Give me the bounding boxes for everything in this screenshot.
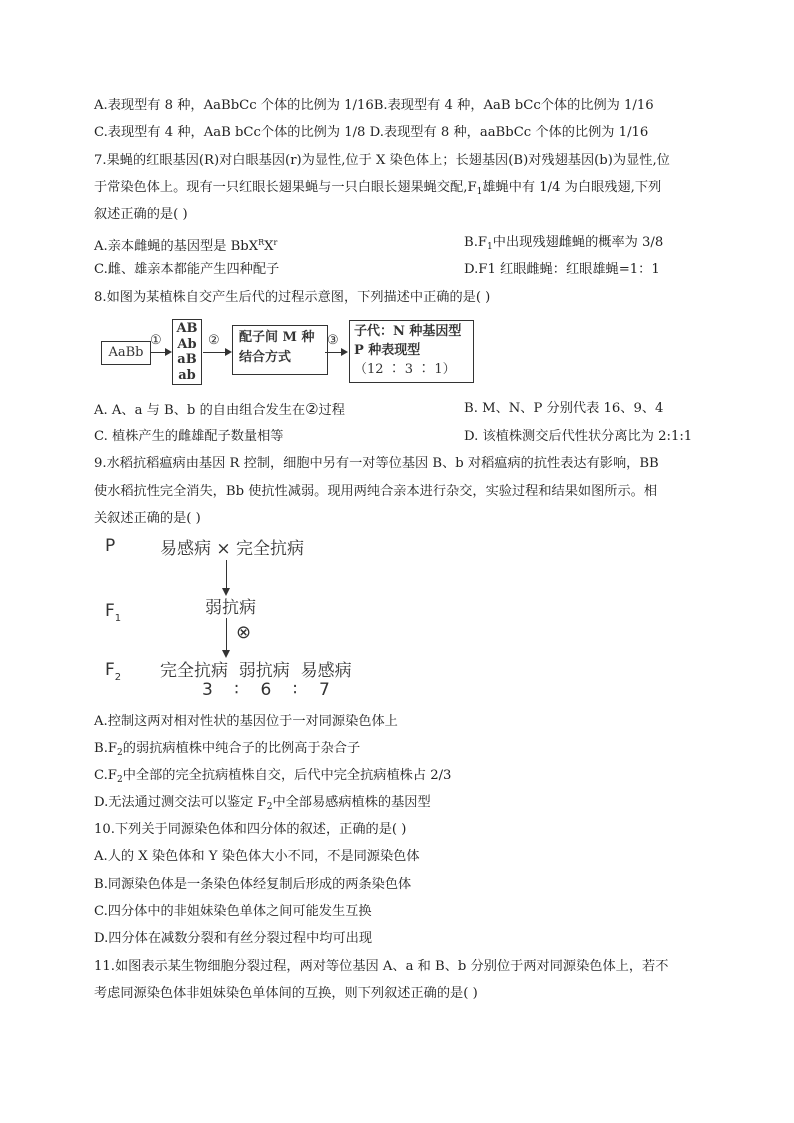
q8-options-row2 (94, 428, 693, 446)
q8-option-c: C. 植株产生的雌雄配子数量相等 (94, 429, 284, 444)
q8-option-d: D. 该植株测交后代性状分离比为 2:1:1 (464, 429, 693, 444)
q8-gamete: aB (177, 352, 197, 367)
q9-arrow-p-f1 (226, 560, 227, 594)
q9-stem-line2: 使水稻抗性完全消失，Bb 使抗性减弱。现用两纯合亲本进行杂交，实验过程和结果如图所示。相 (94, 484, 658, 499)
q7-options-row2 (94, 261, 660, 279)
q8-combination-box: 配子间 M 种 结合方式 (232, 325, 328, 375)
q6-options-row2 (94, 124, 648, 142)
q8-step1-label: ① (150, 333, 162, 348)
q9-f1-label: $F_1$ (105, 601, 122, 624)
q10-stem: 10.下列关于同源染色体和四分体的叙述，正确的是( ) (94, 822, 407, 837)
q8-start-genotype: AaBb (101, 341, 151, 365)
q11-stem-line1: 11.如图表示某生物细胞分裂过程，两对等位基因 A、a 和 B、b 分别位于两对同源染色体上，若不 (94, 959, 669, 974)
q7-stem-line2: 于常染色体上。现有一只红眼长翅果蝇与一只白眼长翅果蝇交配$,F_1$雄蝇中有 1/4 为白眼残翅,下列 (94, 180, 662, 197)
q9-f2-phenotypes: 完全抗病 弱抗病 易感病 (160, 661, 352, 681)
q7-option-d: D.F1 红眼雌蝇：红眼雄蝇=1：1 (464, 262, 660, 277)
q6-options-row1 (94, 97, 654, 115)
q8-gamete: ab (178, 367, 196, 383)
q8-options-row1 (94, 400, 664, 420)
q8-offspring-box: 子代：N 种基因型 P 种表现型 （12 ∶ 3 ∶ 1） (349, 320, 474, 383)
q9-f2-label: $F_2$ (105, 660, 122, 683)
q8-step2-label: ② (208, 333, 220, 348)
q9-parent-cross: 易感病 × 完全抗病 (160, 539, 305, 559)
selfing-symbol-icon: ⊗ (236, 622, 252, 643)
q8-arrow-1 (150, 352, 170, 353)
q6-option-a: A.表现型有 8 种，AaBbCc 个体的比例为 1/16 (94, 98, 374, 113)
q8-gamete: Ab (177, 336, 197, 352)
q7-stem-line3: 叙述正确的是( ) (94, 207, 188, 222)
q10-option-c: C.四分体中的非姐妹染色单体之间可能发生互换 (94, 904, 372, 919)
q7-stem-line1: 7.果蝇的红眼基因(R)对白眼基因(r)为显性,位于 X 染色体上；长翅基因(B)对残翅基因(b)为显性,位 (94, 153, 670, 168)
q9-option-d: D.无法通过测交法可以鉴定 $F_2$中全部易感病植株的基因型 (94, 795, 431, 812)
q11-stem-line2: 考虑同源染色体非姐妹染色单体间的互换，则下列叙述正确的是( ) (94, 986, 478, 1001)
q8-option-a: A. A、a 与 B、b 的自由组合发生在②过程 (94, 400, 345, 418)
q9-arrow-f1-f2 (226, 618, 227, 656)
q9-p-label: P (105, 536, 116, 556)
q6-option-c: C.表现型有 4 种，AaB bCc个体的比例为 1/8 (94, 125, 366, 140)
q7-option-a: A.亲本雌蝇的基因型是 $BbX^RX^r$ (94, 238, 278, 254)
q9-stem-line1: 9.水稻抗稻瘟病由基因 R 控制，细胞中另有一对等位基因 B、b 对稻瘟病的抗性表达有影响，BB (94, 456, 659, 471)
q9-f1-phenotype: 弱抗病 (205, 598, 256, 618)
q9-option-a: A.控制这两对相对性状的基因位于一对同源染色体上 (94, 714, 398, 729)
q10-option-d: D.四分体在减数分裂和有丝分裂过程中均可出现 (94, 931, 373, 946)
q9-option-c: $C.F_2$中全部的完全抗病植株自交，后代中完全抗病植株占 2/3 (94, 768, 452, 785)
q9-stem-line3: 关叙述正确的是( ) (94, 511, 201, 526)
q7-options-row1 (94, 234, 664, 256)
q7-option-c: C.雌、雄亲本都能产生四种配子 (94, 262, 280, 277)
q8-step3-label: ③ (327, 333, 339, 348)
q10-option-a: A.人的 X 染色体和 Y 染色体大小不同，不是同源染色体 (94, 849, 420, 864)
q6-option-b: B.表现型有 4 种，AaB bCc个体的比例为 1/16 (373, 98, 654, 113)
q8-gametes-box (172, 319, 202, 385)
q8-stem: 8.如图为某植株自交产生后代的过程示意图，下列描述中正确的是( ) (94, 290, 491, 305)
q9-f2-ratio: 3 ∶ 6 ∶ 7 (202, 680, 330, 700)
q8-arrow-3 (325, 352, 346, 353)
q8-gamete: AB (176, 321, 198, 336)
q8-arrow-2 (203, 352, 230, 353)
q10-option-b: B.同源染色体是一条染色体经复制后形成的两条染色体 (94, 877, 412, 892)
q7-option-b: $B.F_1$中出现残翅雌蝇的概率为 3/8 (464, 235, 664, 252)
q9-option-b: $B.F_2$的弱抗病植株中纯合子的比例高于杂合子 (94, 741, 361, 758)
q6-option-d: D.表现型有 8 种，aaBbCc 个体的比例为 1/16 (369, 125, 649, 140)
q8-option-b: B. M、N、P 分别代表 16、9、4 (464, 401, 664, 416)
